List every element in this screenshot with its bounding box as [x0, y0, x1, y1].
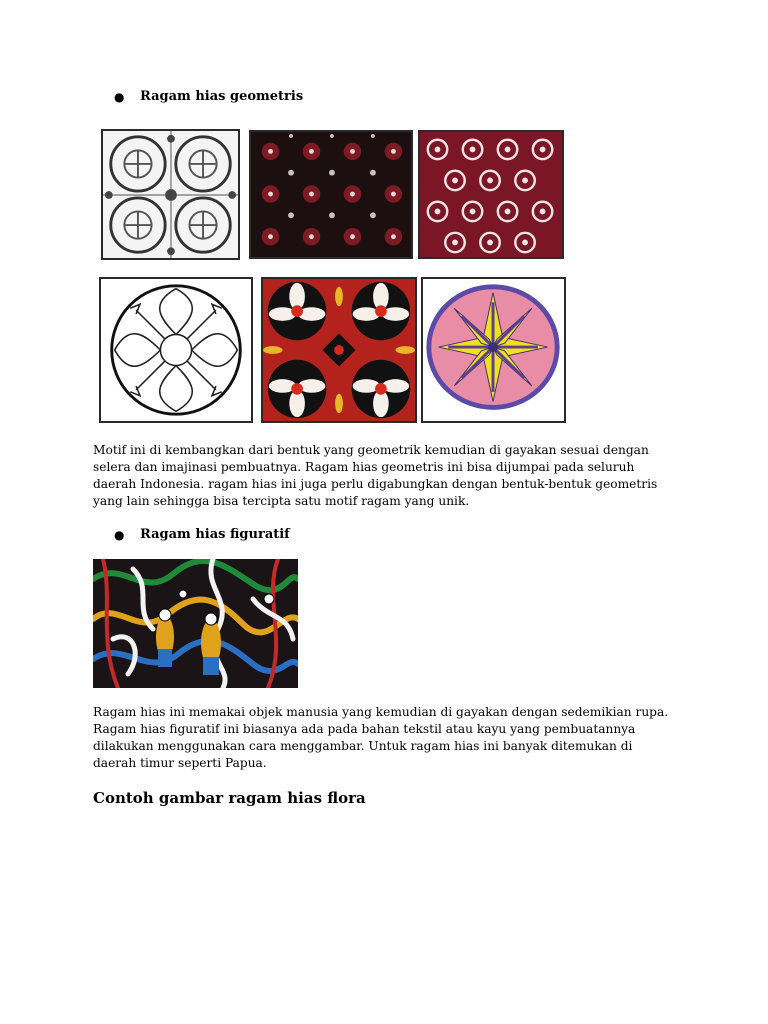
paragraph-line: daerah Indonesia. ragam hias ini juga perlu digabungkan dengan bentuk-bentuk geometris: [93, 477, 658, 491]
bullet-dot: ●: [114, 528, 125, 542]
paragraph-line: selera dan imajinasi pembuatnya. Ragam hias geometris ini bisa dijumpai pada seluruh: [93, 460, 635, 474]
paragraph-line: Motif ini di kembangkan dari bentuk yang geometrik kemudian di gayakan sesuai dengan: [93, 443, 649, 457]
geometric-ornament-5-image: [261, 277, 417, 423]
figurative-ornament-image: [93, 559, 298, 688]
paragraph-line: Ragam hias figuratif ini biasanya ada pada bahan tekstil atau kayu yang pembuatannya: [93, 722, 636, 736]
geometric-ornament-6-image: [421, 277, 566, 423]
paragraph-figuratif: [93, 704, 693, 772]
geometric-ornament-4-image: [99, 277, 253, 423]
geometric-ornament-3-image: [418, 130, 564, 259]
paragraph-line: dilakukan menggunakan cara menggambar. Untuk ragam hias ini banyak ditemukan di: [93, 739, 633, 753]
bullet-title-geometris: Ragam hias geometris: [140, 89, 304, 104]
bullet-dot: ●: [114, 90, 125, 104]
paragraph-line: daerah timur seperti Papua.: [93, 756, 267, 770]
geometric-ornament-1-image: [101, 129, 240, 260]
paragraph-line: yang lain sehingga bisa tercipta satu motif ragam yang unik.: [93, 494, 470, 508]
bullet-title-figuratif: Ragam hias figuratif: [140, 527, 290, 542]
geometric-ornament-2-image: [249, 130, 413, 259]
paragraph-line: Ragam hias ini memakai objek manusia yang kemudian di gayakan dengan sedemikian rupa.: [93, 705, 669, 719]
paragraph-geometris: [93, 442, 693, 510]
section-heading-flora: Contoh gambar ragam hias flora: [93, 789, 366, 807]
